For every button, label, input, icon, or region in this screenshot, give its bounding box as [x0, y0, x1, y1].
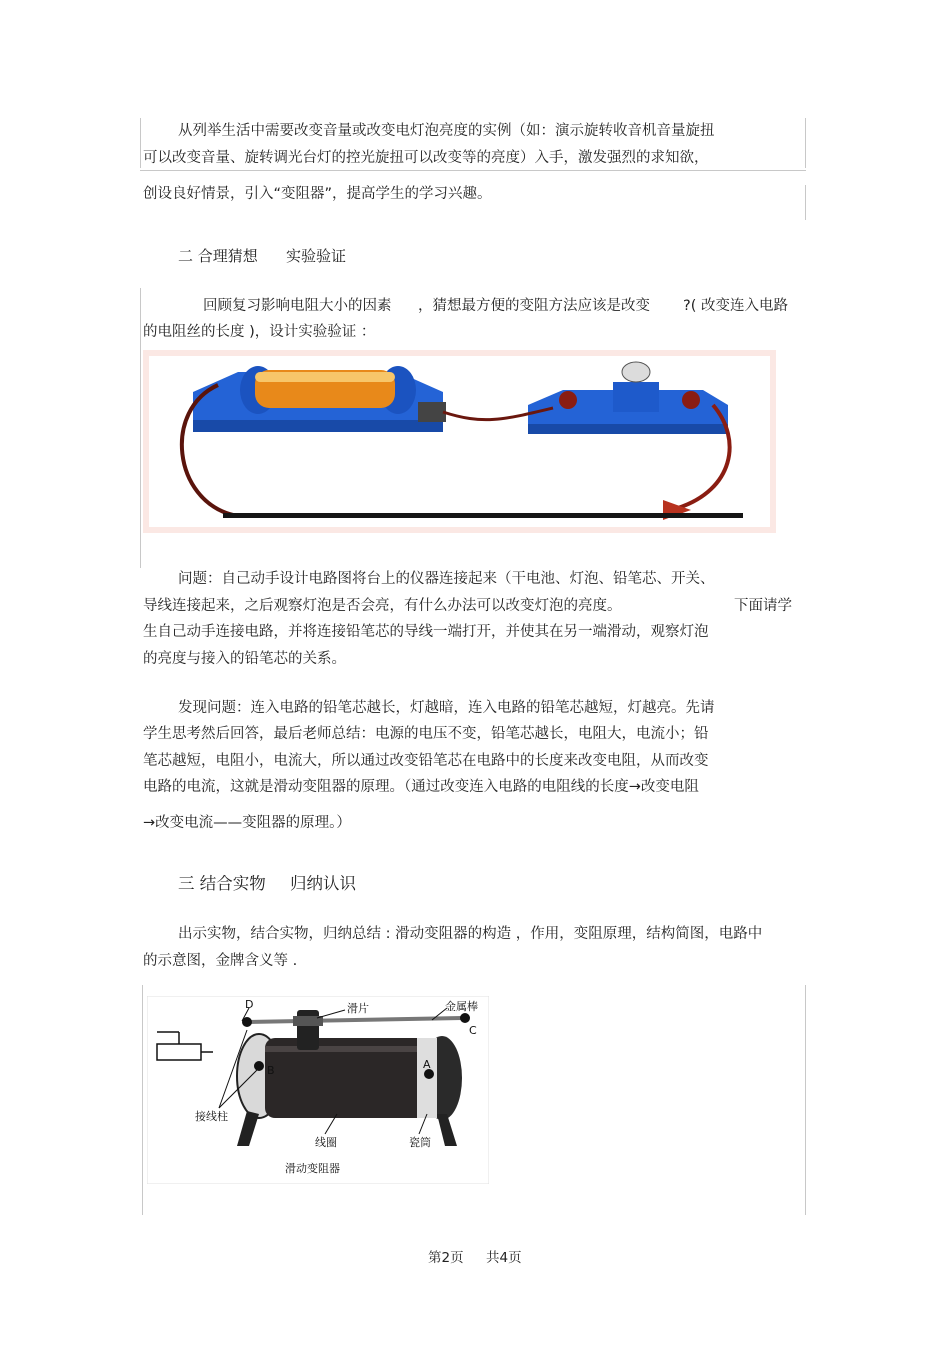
lamp-bulb-icon: [622, 362, 650, 382]
section-2-heading-a: 二 合理猜想: [178, 247, 258, 265]
section-3-heading-a: 三 结合实物: [178, 874, 266, 893]
label-b: B: [267, 1064, 275, 1077]
terminal-b-icon: [254, 1061, 264, 1071]
rule-horizontal: [140, 170, 806, 171]
label-coil: 线圈: [315, 1136, 337, 1149]
intro-line-2: 可以改变音量、旋转调光台灯的控光旋扭可以改变等的亮度）入手，激发强烈的求知欲，: [143, 150, 709, 166]
review-line-1b: ，猜想最方便的变阻方法应该是改变: [418, 298, 650, 314]
question-line-4: 的亮度与接入的铅笔芯的关系。: [143, 651, 346, 667]
display-line-1: 出示实物，结合实物，归纳总结 : 滑动变阻器的构造 ，作用，变阻原理，结构简图，电路中: [178, 926, 763, 942]
question-line-2a: 导线连接起来，之后观察灯泡是否会亮，有什么办法可以改变灯泡的亮度。: [143, 598, 622, 614]
display-line-2: 的示意图，金牌含义等 .: [143, 953, 298, 969]
rule-left-2: [140, 288, 141, 568]
finding-line-1: 发现问题：连入电路的铅笔芯越长，灯越暗，连入电路的铅笔芯越短，灯越亮。先请: [178, 700, 715, 716]
coil-highlight: [265, 1046, 435, 1052]
finding-line-4: 电路的电流，这就是滑动变阻器的原理。（通过改变连入电路的电阻线的长度→改变电阻: [143, 779, 699, 795]
lamp-base: [613, 382, 659, 412]
label-a: A: [423, 1058, 431, 1071]
pencil-lead: [223, 513, 743, 518]
rule-right-3: [805, 985, 806, 1215]
label-porcelain: 瓷筒: [409, 1136, 431, 1149]
finding-line-3: 笔芯越短，电阻小，电流大，所以通过改变铅笔芯在电路中的长度来改变电阻，从而改变: [143, 753, 709, 769]
review-line-2: 的电阻丝的长度 )，设计实验验证 ：: [143, 324, 376, 340]
label-c: C: [469, 1024, 477, 1037]
lamp-board-edge: [528, 424, 728, 434]
footer-page-number: 第2页: [428, 1250, 464, 1266]
section-2-heading-b: 实验验证: [286, 247, 347, 265]
rule-top: [140, 118, 141, 168]
review-line-1a: 回顾复习影响电阻大小的因素: [203, 298, 392, 314]
label-terminal: 接线柱: [195, 1110, 228, 1123]
lamp-terminal-left: [559, 391, 577, 409]
label-slider: 滑片: [347, 1002, 369, 1015]
battery-highlight: [255, 372, 395, 382]
label-metal-rod: 金属棒: [445, 1000, 478, 1013]
section-3-heading-b: 归纳认识: [290, 874, 356, 893]
rule-top-right: [805, 118, 806, 168]
label-d: D: [245, 998, 254, 1011]
rule-right-2: [805, 185, 806, 220]
lamp-terminal-right: [682, 391, 700, 409]
switch-icon: [418, 402, 446, 422]
review-line-1c: ?( 改变连入电路: [683, 298, 788, 314]
finding-line-5: →改变电流——变阻器的原理。）: [143, 815, 351, 831]
intro-line-3: 创设良好情景，引入“变阻器”，提高学生的学习兴趣。: [143, 186, 492, 202]
question-line-1: 问题：自己动手设计电路图将台上的仪器连接起来（干电池、灯泡、铅笔芯、开关、: [178, 571, 715, 587]
question-line-3: 生自己动手连接电路，并将连接铅笔芯的导线一端打开，并使其在另一端滑动，观察灯泡: [143, 624, 709, 640]
rule-left-3: [142, 985, 143, 1215]
footer-total-pages: 共4页: [486, 1250, 522, 1266]
intro-line-1: 从列举生活中需要改变音量或改变电灯泡亮度的实例（如：演示旋转收音机音量旋扭: [178, 123, 715, 139]
rheostat-figure: [147, 996, 489, 1184]
figure-2-caption: 滑动变阻器: [285, 1162, 340, 1175]
battery-board-edge: [193, 420, 443, 432]
terminal-c-icon: [460, 1013, 470, 1023]
question-line-2b: 下面请学: [734, 598, 792, 614]
finding-line-2: 学生思考然后回答，最后老师总结：电源的电压不变，铅笔芯越长，电阻大，电流小；铅: [143, 726, 709, 742]
experiment-setup-figure: [143, 350, 776, 533]
